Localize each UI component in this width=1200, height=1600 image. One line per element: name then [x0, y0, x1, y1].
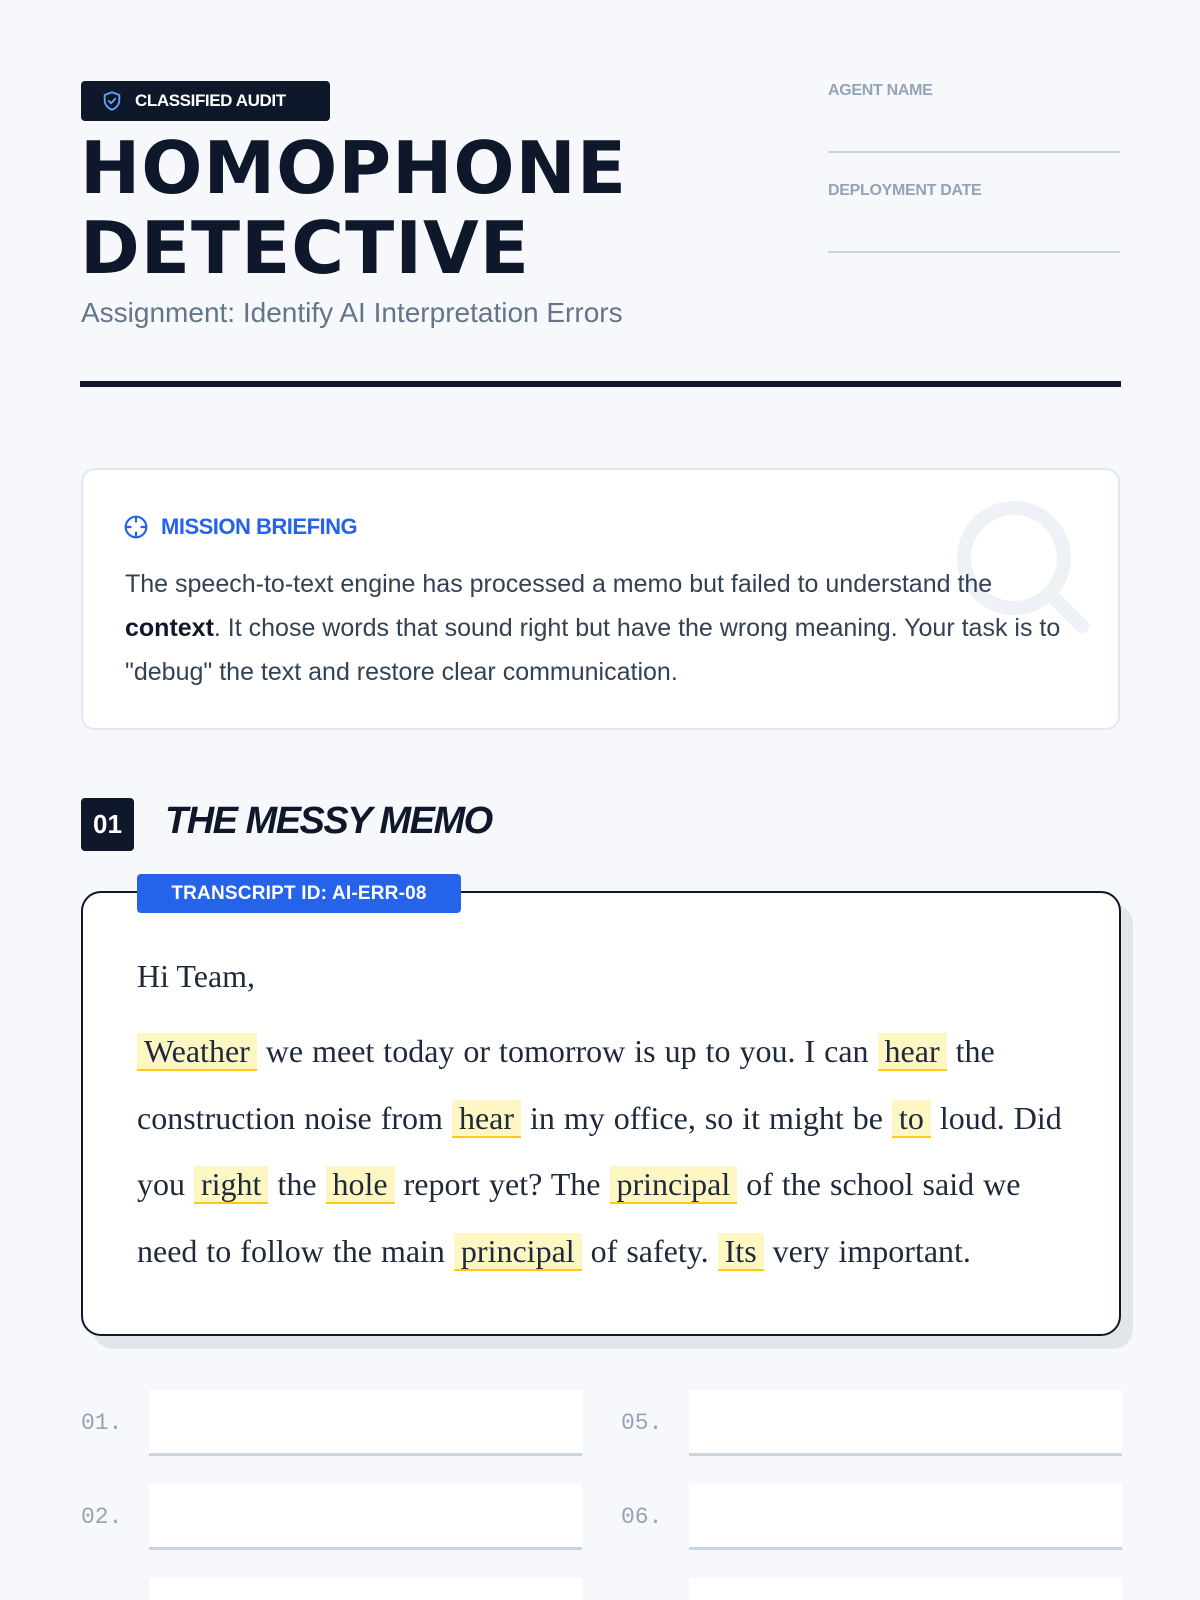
badge-label: CLASSIFIED AUDIT: [135, 91, 286, 110]
highlighted-error[interactable]: to: [892, 1100, 931, 1138]
answer-field[interactable]: [689, 1578, 1122, 1600]
briefing-heading-label: MISSION BRIEFING: [161, 514, 358, 539]
header-divider: [80, 381, 1121, 387]
answer-field[interactable]: [149, 1390, 582, 1456]
answer-number: 02.: [81, 1504, 123, 1530]
mission-briefing-card: [81, 468, 1120, 730]
briefing-heading: [123, 514, 357, 540]
context-emphasis: context: [125, 614, 214, 642]
page-title: HOMOPHONE DETECTIVE: [80, 126, 627, 290]
shield-check-icon: [101, 90, 123, 112]
page-subtitle: Assignment: Identify AI Interpretation Errors: [81, 297, 623, 328]
section-title: THE MESSY MEMO: [165, 800, 492, 842]
answer-field[interactable]: [149, 1484, 582, 1550]
answer-number: 06.: [621, 1504, 663, 1530]
answer-number: 05.: [621, 1410, 663, 1436]
transcript-id-tag: TRANSCRIPT ID: AI-ERR-08: [137, 874, 461, 913]
highlighted-error[interactable]: principal: [454, 1233, 582, 1271]
classified-badge: [81, 81, 330, 121]
highlighted-error[interactable]: right: [194, 1166, 268, 1204]
briefing-text: The speech-to-text engine has processed a memo but failed to understand the context. It chose words that sound right but have the wrong meaning. Your task is to "debug" the text and restore clear communication.: [125, 570, 1061, 686]
highlighted-error[interactable]: Its: [718, 1233, 764, 1271]
highlighted-error[interactable]: principal: [610, 1166, 738, 1204]
deployment-date-field[interactable]: [828, 251, 1120, 253]
memo-body: Weather we meet today or tomorrow is up to you. I can hear the construction noise from hear in my office, so it might be to loud. Did you right the hole report yet? The principal of the school said we need to follow the main principal of safety. Its very important.: [137, 1033, 1062, 1270]
crosshair-icon: [123, 514, 149, 540]
agent-name-label: AGENT NAME: [828, 82, 933, 99]
answer-number: 01.: [81, 1410, 123, 1436]
answer-field[interactable]: [689, 1390, 1122, 1456]
highlighted-error[interactable]: Weather: [137, 1033, 257, 1071]
agent-name-field[interactable]: [828, 151, 1120, 153]
highlighted-error[interactable]: hear: [452, 1100, 521, 1138]
highlighted-error[interactable]: hear: [878, 1033, 947, 1071]
memo-greeting: Hi Team,: [137, 958, 256, 994]
answer-field[interactable]: [149, 1578, 582, 1600]
answer-field[interactable]: [689, 1484, 1122, 1550]
highlighted-error[interactable]: hole: [326, 1166, 395, 1204]
section-number: 01: [81, 798, 134, 851]
deployment-date-label: DEPLOYMENT DATE: [828, 182, 982, 199]
